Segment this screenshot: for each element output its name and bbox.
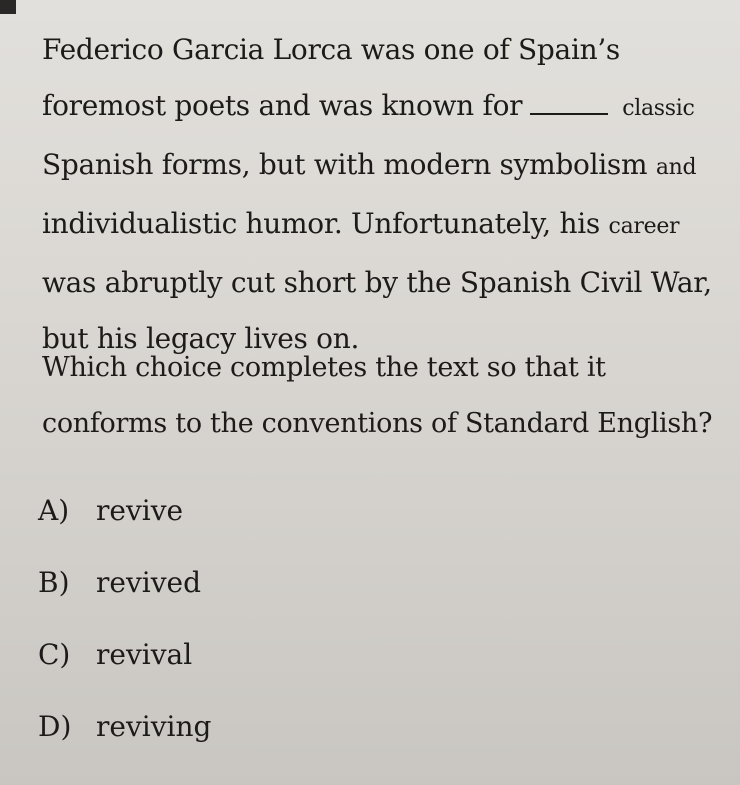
passage-line: Federico Garcia Lorca was one of Spain’s	[42, 33, 620, 66]
passage-line	[42, 78, 702, 137]
passage-line-end: career	[608, 214, 680, 239]
fill-in-blank	[530, 93, 608, 115]
choice-text: reviving	[96, 710, 212, 743]
passage-line: but his legacy lives on.	[42, 322, 360, 355]
choice-letter: B)	[38, 566, 70, 599]
corner-shadow	[0, 0, 16, 14]
passage-line-main: Spanish forms, but with modern symbolism	[42, 148, 648, 181]
passage-line-before-blank: foremost poets and was known for	[42, 89, 523, 122]
question-line: conforms to the conventions of Standard English?	[42, 408, 713, 439]
choice-letter: D)	[38, 710, 72, 743]
choice-letter: C)	[38, 638, 71, 671]
question-line: Which choice completes the text so that it	[42, 352, 606, 383]
choice-letter: A)	[38, 494, 70, 527]
choice-text: revival	[96, 638, 193, 671]
choice-b[interactable]	[38, 566, 438, 638]
passage-line-after-blank: classic	[622, 96, 695, 121]
passage-line	[42, 137, 702, 196]
passage-line: was abruptly cut short by the Spanish Civil War,	[42, 266, 712, 299]
choice-d[interactable]	[38, 710, 438, 782]
passage-line-main: individualistic humor. Unfortunately, his	[42, 207, 600, 240]
choice-text: revived	[96, 566, 202, 599]
answer-choices	[38, 494, 438, 782]
passage-text	[42, 22, 712, 367]
passage-line-end: and	[655, 155, 697, 180]
choice-text: revive	[96, 494, 184, 527]
question-prompt	[42, 340, 732, 452]
passage-line	[42, 196, 702, 255]
choice-a[interactable]	[38, 494, 438, 566]
choice-c[interactable]	[38, 638, 438, 710]
